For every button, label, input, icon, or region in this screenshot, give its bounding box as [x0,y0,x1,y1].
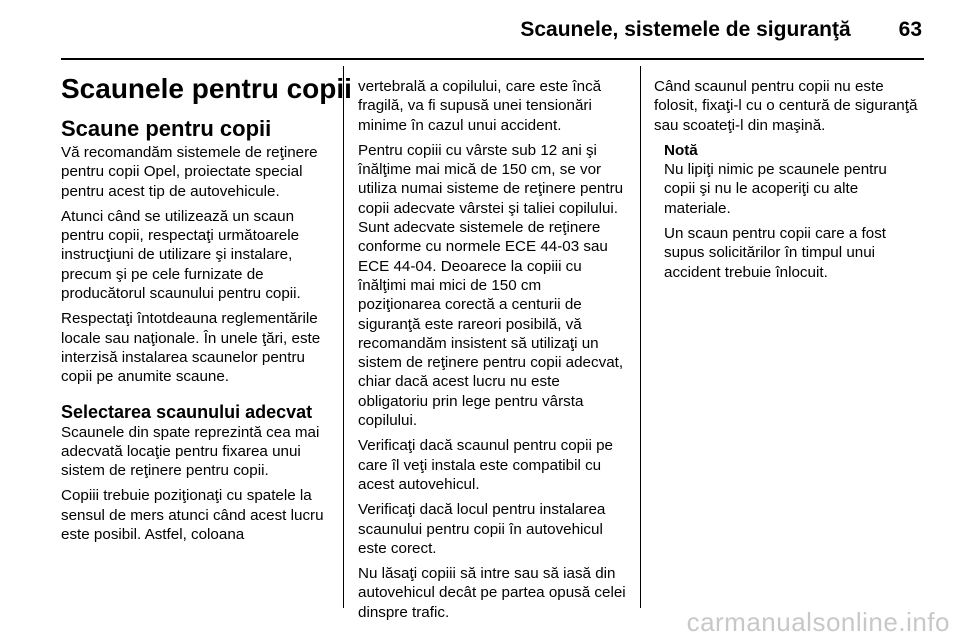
paragraph: Verificaţi dacă locul pentru instalarea scaunului pentru copii în autovehicul este corect. [358,501,606,557]
paragraph: Verificaţi dacă scaunul pentru copii pe care îl veţi instala este compatibil cu acest autovehicul. [358,437,613,493]
subsection-title: Selectarea scaunului adecvat [61,401,313,422]
paragraph: Vă recomandăm sistemele de reţinere pentru copii Opel, proiectate special pentru acest tip de autovehicule. [61,144,318,200]
column-divider-2 [640,66,641,608]
paragraph: Scaunele din spate reprezintă cea mai adecvată locaţie pentru fixarea unui sistem de reţinere pentru copii. [61,423,320,480]
page-number: 63 [898,18,922,41]
header-rule [61,58,924,60]
note-label: Notă [664,141,698,159]
column-2 [358,77,626,628]
watermark: carmanualsonline.info [686,607,950,637]
chapter-title: Scaunele pentru copii [61,73,352,104]
section-title: Scaune pentru copii [61,116,272,141]
column-3 [654,77,922,288]
paragraph: Nu lăsaţi copiii să intre sau să iasă din autovehicul decât pe partea opusă celei dinspre trafic. [358,565,626,621]
column-divider-1 [343,66,344,608]
note-paragraph: Nu lipiţi nimic pe scaunele pentru copii şi nu le acoperiţi cu alte materiale. [664,161,887,217]
paragraph: vertebrală a copilului, care este încă fragilă, va fi supusă unei tensionări minime în cazul unui accident. [358,78,602,134]
note-box [654,141,922,282]
paragraph: Copiii trebuie poziţionaţi cu spatele la sensul de mers atunci când acest lucru este posibil. Astfel, coloana [61,487,324,544]
header-title: Scaunele, sistemele de siguranţă [520,18,851,41]
paragraph: Atunci când se utilizează un scaun pentru copii, respectaţi următoarele instrucţiuni de utilizare şi instalare, precum şi pe cele furnizate de producătorul scaunului pentru copii. [61,207,301,303]
note-paragraph: Un scaun pentru copii care a fost supus solicitărilor în timpul unui accident trebuie înlocuit. [664,225,887,281]
column-1 [61,66,352,550]
paragraph: Respectaţi întotdeauna reglementările locale sau naţionale. În unele ţări, este interzisă instalarea scaunelor pentru copii pe anumite scaune. [61,310,321,386]
page-header [520,18,922,42]
paragraph: Pentru copiii cu vârste sub 12 ani şi înălţime mai mică de 150 cm, se vor utiliza numai sisteme de reţinere pentru copii adecvate vârstei şi taliei copilului. Sunt adecvate sistemele de reţinere conforme cu normele ECE 44-03 sau ECE 44-04. Deoarece la copiii cu înălţimi mai mici de 150 cm poziţionarea corectă a centurii de siguranţă este rareori posibilă, vă recomandăm insistent să utilizaţi un sistem de reţinere pentru copii adecvat, chiar dacă acest lucru nu este obligatoriu prin lege pentru vârsta copilului. [358,141,624,430]
paragraph: Când scaunul pentru copii nu este folosit, fixaţi-l cu o centură de siguranţă sau scoateţi-l din maşină. [654,78,918,134]
